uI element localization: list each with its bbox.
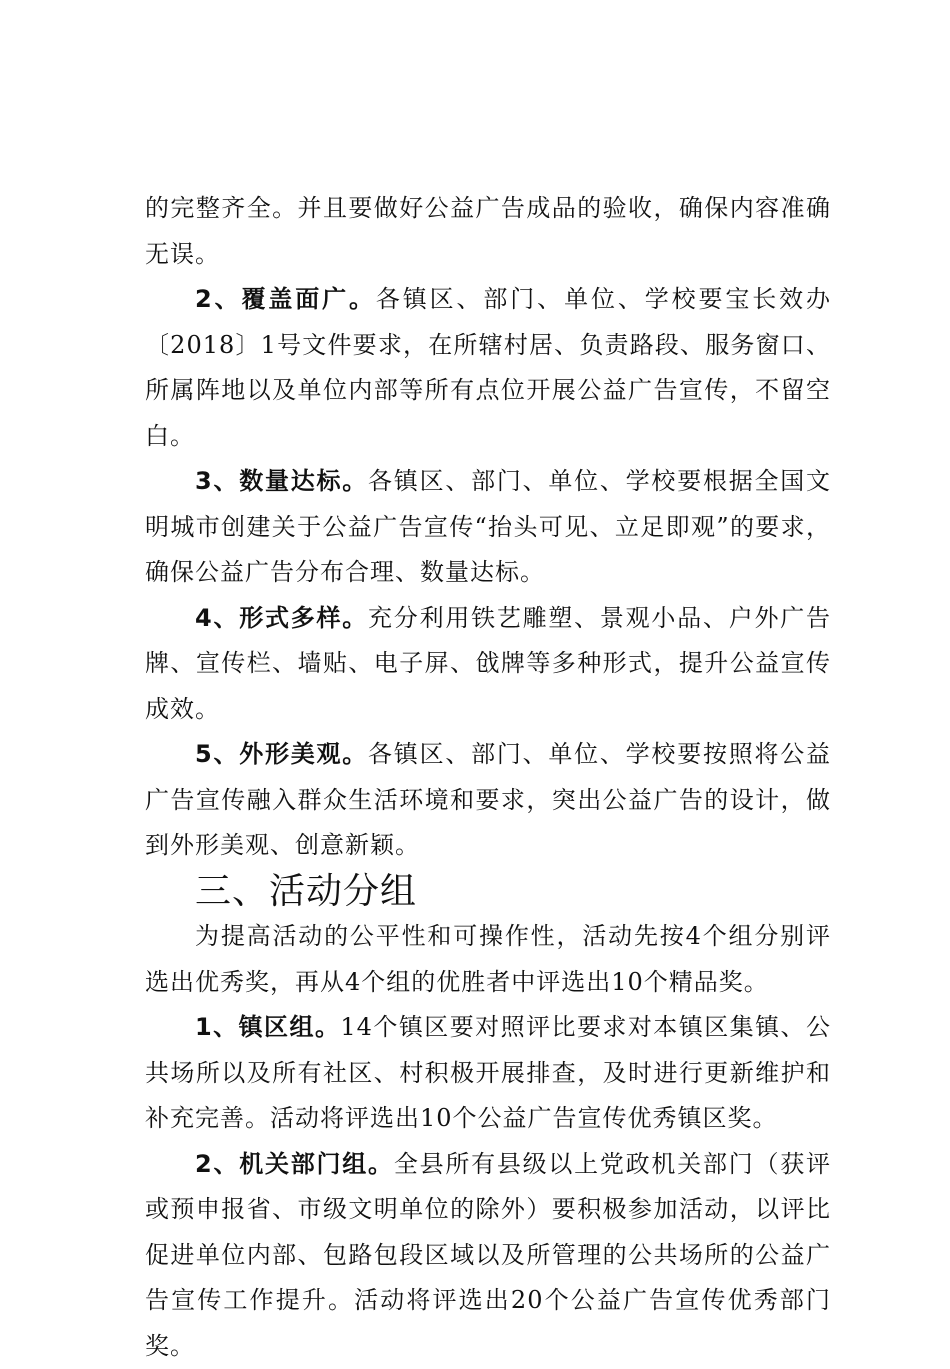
item-lead: 4、形式多样。 [195,604,368,632]
group-text: 全县所有县级以上党政机关部门（获评或预申报省、市级文明单位的除外）要积极参加活动，以评比促进单位内部、包路包段区域以及所管理的公共场所的公益广告宣传工作提升。活动将评选出20个公益广告宣传优秀部门奖。 [145,1150,831,1360]
section-intro-text: 为提高活动的公平性和可操作性，活动先按4个组分别评选出优秀奖，再从4个组的优胜者中评选出10个精品奖。 [145,922,831,996]
item-text: 充分利用铁艺雕塑、景观小品、户外广告牌、宣传栏、墙贴、电子屏、戗牌等多种形式，提升公益宣传成效。 [145,604,831,723]
item-quantity [145,459,831,596]
item-coverage [145,277,831,459]
intro-paragraph [145,186,831,277]
intro-text: 的完整齐全。并且要做好公益广告成品的验收，确保内容准确无误。 [145,194,831,268]
document-body [145,186,831,1369]
item-appearance [145,732,831,869]
item-lead: 3、数量达标。 [195,467,368,495]
item-text: 各镇区、部门、单位、学校要宝长效办〔2018〕1号文件要求，在所辖村居、负责路段、服务窗口、所属阵地以及单位内部等所有点位开展公益广告宣传，不留空白。 [145,285,831,450]
group-agency [145,1142,831,1369]
group-text: 14个镇区要对照评比要求对本镇区集镇、公共场所以及所有社区、村积极开展排查，及时进行更新维护和补充完善。活动将评选出10个公益广告宣传优秀镇区奖。 [145,1013,831,1132]
group-town [145,1005,831,1142]
item-text: 各镇区、部门、单位、学校要按照将公益广告宣传融入群众生活环境和要求，突出公益广告的设计，做到外形美观、创意新颖。 [145,740,831,859]
item-forms [145,596,831,733]
item-text: 各镇区、部门、单位、学校要根据全国文明城市创建关于公益广告宣传“抬头可见、立足即观”的要求，确保公益广告分布合理、数量达标。 [145,467,831,586]
section-heading: 三、活动分组 [145,869,831,915]
item-lead: 5、外形美观。 [195,740,368,768]
group-lead: 1、镇区组。 [195,1013,340,1041]
item-lead: 2、覆盖面广。 [195,285,376,313]
group-lead: 2、机关部门组。 [195,1150,394,1178]
section-intro [145,914,831,1005]
